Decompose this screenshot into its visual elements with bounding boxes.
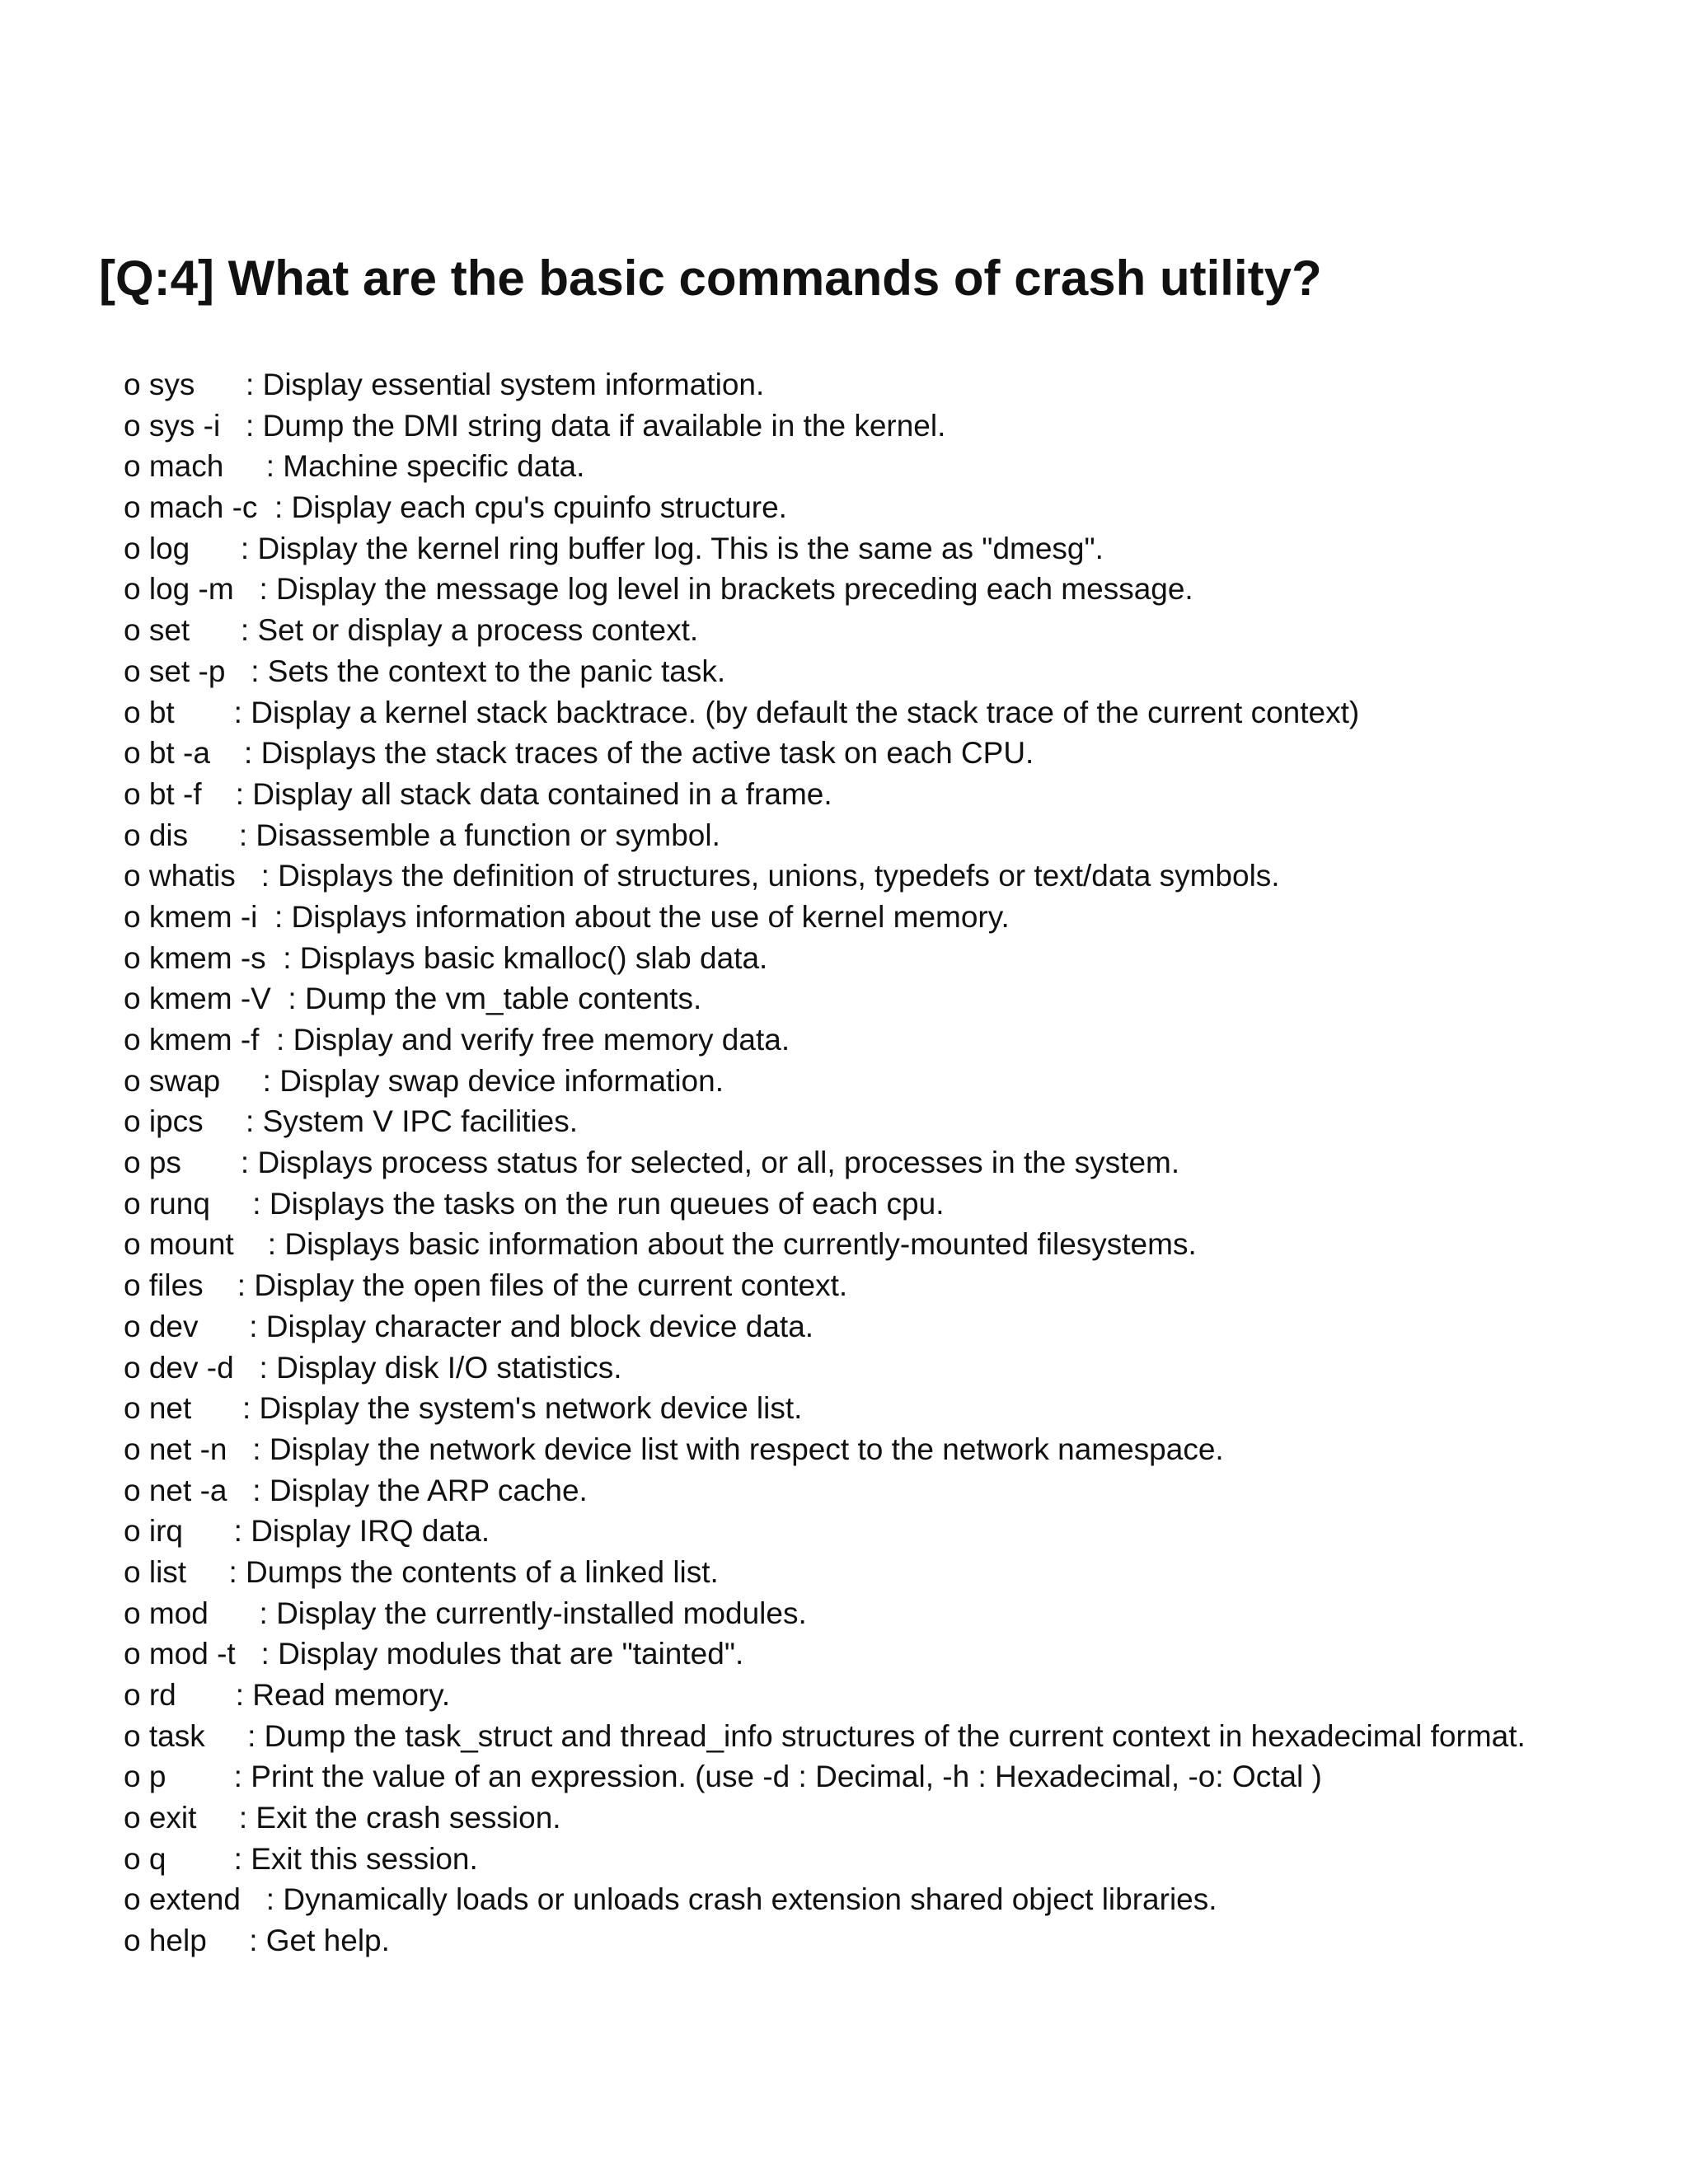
- command-list-item: o mount : Displays basic information about the currently-mounted filesystems.: [124, 1227, 1197, 1262]
- command-list-item: o net -a : Display the ARP cache.: [124, 1473, 588, 1507]
- command-list-item: o sys -i : Dump the DMI string data if available in the kernel.: [124, 408, 946, 443]
- command-list-item: o bt : Display a kernel stack backtrace. (by default the stack trace of the current context): [124, 695, 1360, 729]
- command-list-item: o task : Dump the task_struct and thread_info structures of the current context in hexadecimal format.: [124, 1718, 1526, 1753]
- command-list-item: o rd : Read memory.: [124, 1678, 451, 1712]
- page-title: [Q:4] What are the basic commands of crash utility?: [99, 251, 1322, 306]
- command-list-item: o bt -f : Display all stack data contained in a frame.: [124, 776, 832, 811]
- command-list-item: o ipcs : System V IPC facilities.: [124, 1104, 579, 1139]
- command-list-item: o dev -d : Display disk I/O statistics.: [124, 1350, 622, 1385]
- command-list-item: o net : Display the system's network device list.: [124, 1391, 803, 1426]
- command-list-item: o set -p : Sets the context to the panic task.: [124, 654, 726, 688]
- command-list-item: o p : Print the value of an expression. (use -d : Decimal, -h : Hexadecimal, -o: Octal ): [124, 1760, 1322, 1794]
- command-list-item: o ps : Displays process status for selected, or all, processes in the system.: [124, 1146, 1180, 1180]
- command-list-item: o kmem -i : Displays information about the use of kernel memory.: [124, 899, 1010, 934]
- command-list-item: o kmem -f : Display and verify free memory data.: [124, 1023, 790, 1057]
- command-list-item: o kmem -s : Displays basic kmalloc() slab data.: [124, 940, 768, 975]
- command-list-item: o runq : Displays the tasks on the run queues of each cpu.: [124, 1186, 945, 1221]
- command-list-item: o set : Set or display a process context.: [124, 613, 699, 648]
- command-list-item: o list : Dumps the contents of a linked list.: [124, 1554, 719, 1589]
- command-list: [124, 364, 1673, 1961]
- command-list-item: o q : Exit this session.: [124, 1841, 478, 1876]
- command-list-item: o dev : Display character and block device data.: [124, 1309, 814, 1343]
- command-list-item: o irq : Display IRQ data.: [124, 1514, 490, 1549]
- command-list-item: o sys : Display essential system information.: [124, 368, 765, 401]
- command-list-item: o whatis : Displays the definition of structures, unions, typedefs or text/data symbols.: [124, 859, 1280, 893]
- command-list-item: o exit : Exit the crash session.: [124, 1801, 561, 1835]
- command-list-item: o swap : Display swap device information.: [124, 1063, 724, 1098]
- command-list-item: o mach -c : Display each cpu's cpuinfo structure.: [124, 490, 787, 525]
- command-list-item: o mach : Machine specific data.: [124, 449, 585, 484]
- command-list-item: o kmem -V : Dump the vm_table contents.: [124, 982, 702, 1016]
- command-list-item: o mod -t : Display modules that are "tainted".: [124, 1637, 744, 1671]
- command-list-item: o log -m : Display the message log level in brackets preceding each message.: [124, 572, 1193, 607]
- command-list-item: o extend : Dynamically loads or unloads crash extension shared object libraries.: [124, 1882, 1217, 1917]
- command-list-item: o mod : Display the currently-installed modules.: [124, 1596, 807, 1630]
- command-list-item: o help : Get help.: [124, 1924, 390, 1958]
- command-list-item: o net -n : Display the network device list with respect to the network namespace.: [124, 1432, 1224, 1466]
- command-list-item: o log : Display the kernel ring buffer log. This is the same as "dmesg".: [124, 531, 1104, 565]
- command-list-item: o files : Display the open files of the current context.: [124, 1268, 848, 1303]
- command-list-item: o bt -a : Displays the stack traces of the active task on each CPU.: [124, 736, 1034, 771]
- command-list-item: o dis : Disassemble a function or symbol.: [124, 818, 720, 852]
